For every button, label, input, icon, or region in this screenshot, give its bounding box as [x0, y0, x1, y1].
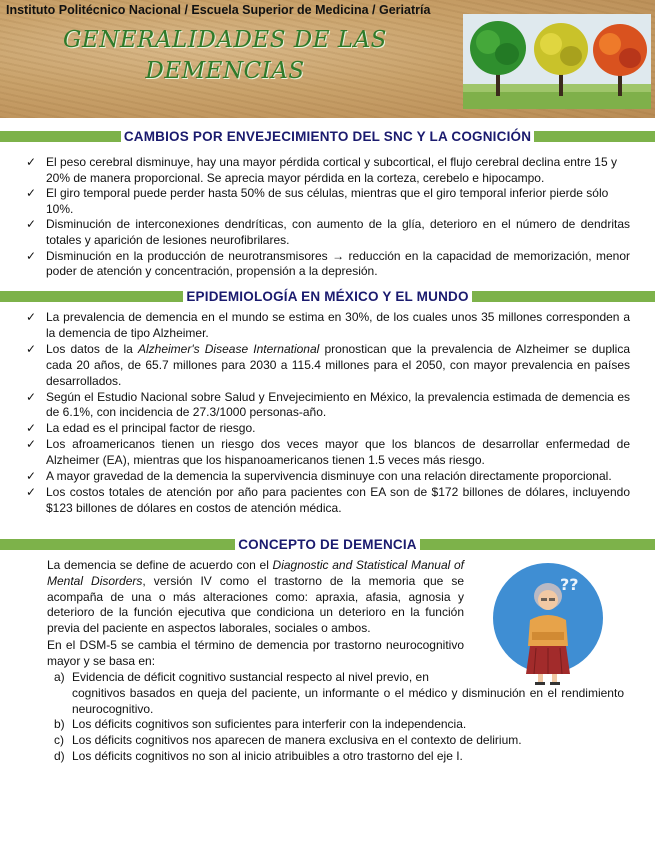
- section-heading-3-text: CONCEPTO DE DEMENCIA: [235, 537, 420, 552]
- list-item: ✓ Disminución de interconexiones dendríticas, con aumento de la glía, deterioro en el número de dendritas totales y aparición de lesiones neurofibrilares.: [26, 217, 630, 247]
- check-icon: ✓: [26, 389, 37, 404]
- list-item: ✓ A mayor gravedad de la demencia la supervivencia disminuye con una relación directamente proporcional.: [26, 469, 612, 484]
- list-item: ✓ Según el Estudio Nacional sobre Salud y Envejecimiento en México, la prevalencia estimada de demencia es de 6.1%, con incidencia de 27.3/1000 personas-año.: [26, 389, 630, 420]
- list-item: ✓ Los afroamericanos tienen un riesgo dos veces mayor que los blancos de desarrollar enfermedad de Alzheimer (EA), mientras que los hispanoamericanos tienen 1.5 veces más riesgo.: [26, 437, 630, 468]
- list-item: ✓ La edad es el principal factor de riesgo.: [26, 421, 256, 436]
- check-icon: ✓: [26, 248, 37, 263]
- section-heading-2-text: EPIDEMIOLOGÍA EN MÉXICO Y EL MUNDO: [183, 289, 471, 304]
- check-icon: ✓: [26, 484, 37, 499]
- section-heading-2: [0, 288, 655, 306]
- dsm5-criteria-list: [54, 670, 624, 765]
- header-banner: [0, 0, 655, 118]
- check-icon: ✓: [26, 217, 37, 232]
- list-item: ✓ La prevalencia de demencia en el mundo se estima en 30%, de los cuales unos 35 millones corresponden a la demencia de tipo Alzheimer.: [26, 310, 630, 340]
- check-icon: ✓: [26, 341, 37, 356]
- check-icon: ✓: [26, 469, 37, 484]
- elderly-woman-illustration: [490, 560, 630, 686]
- list-item: ✓ Los costos totales de atención por año para pacientes con EA son de $172 billones de dólares, incluyendo $123 billones de dólares en costos de atención médica.: [26, 484, 630, 515]
- check-icon: ✓: [26, 437, 37, 452]
- check-icon: ✓: [26, 310, 37, 324]
- section-heading-3: [0, 536, 655, 554]
- institution-line: Instituto Politécnico Nacional / Escuela Superior de Medicina / Geriatría: [6, 3, 431, 17]
- seasonal-trees-image: [463, 14, 651, 109]
- section-heading-1: [0, 128, 655, 146]
- list-item: a) Evidencia de déficit cognitivo sustancial respecto al nivel previo, en cognitivos basados en queja del paciente, un informante o el médico y disminución en el rendimiento neurocognitivo.: [54, 670, 624, 716]
- aging-changes-list: [26, 155, 630, 280]
- question-marks-icon: ??: [560, 575, 579, 594]
- check-icon: ✓: [26, 421, 37, 436]
- check-icon: ✓: [26, 155, 37, 169]
- list-item: c) Los déficits cognitivos nos aparecen de manera exclusiva en el contexto de delirium.: [54, 733, 522, 748]
- page-title: [30, 25, 420, 87]
- title-line-1: GENERALIDADES DE LAS: [63, 27, 387, 53]
- dsm5-paragraph: En el DSM-5 se cambia el término de demencia por trastorno neurocognitivo mayor y se basa en:: [47, 638, 464, 668]
- epidemiology-list: [26, 310, 630, 517]
- list-item: d) Los déficits cognitivos no son al inicio atribuibles a otro trastorno del eje I.: [54, 748, 463, 763]
- title-line-2: DEMENCIAS: [145, 58, 305, 84]
- list-item: ✓ Los datos de la Alzheimer's Disease International pronostican que la prevalencia de Alzheimer se duplica cada 20 años, de 65.7 millones para 2030 a 115.4 millones para el 2050, con mayor prevalencia en países desarrollados.: [26, 341, 630, 388]
- section-heading-1-text: CAMBIOS POR ENVEJECIMIENTO DEL SNC Y LA COGNICIÓN: [121, 129, 534, 144]
- list-item: b) Los déficits cognitivos son suficientes para interferir con la independencia.: [54, 717, 467, 732]
- list-item: ✓ Disminución en la producción de neurotransmisores → reducción en la capacidad de memorización, menor poder de atención y concentración, propensión a la depresión.: [26, 248, 630, 279]
- dementia-definition-paragraph: La demencia se define de acuerdo con el Diagnostic and Statistical Manual of Mental Disorders, versión IV como el trastorno de la memoria que se acompaña de una o más alteraciones como: apraxia, afasia, agnosia y deterioro de la función ejecutiva que condiciona un deterioro en la función previa del paciente en aspectos laborales, sociales o ambos.: [47, 558, 465, 636]
- list-item: ✓ El peso cerebral disminuye, hay una mayor pérdida cortical y subcortical, el flujo cerebral declina entre 15 y 20% de manera proporcional. Se aprecia mayor pérdida en la corteza, cerebelo e hipocampo.: [26, 155, 617, 185]
- check-icon: ✓: [26, 186, 37, 201]
- list-item: ✓ El giro temporal puede perder hasta 50% de sus células, mientras que el giro temporal inferior pierde sólo 10%.: [26, 186, 609, 216]
